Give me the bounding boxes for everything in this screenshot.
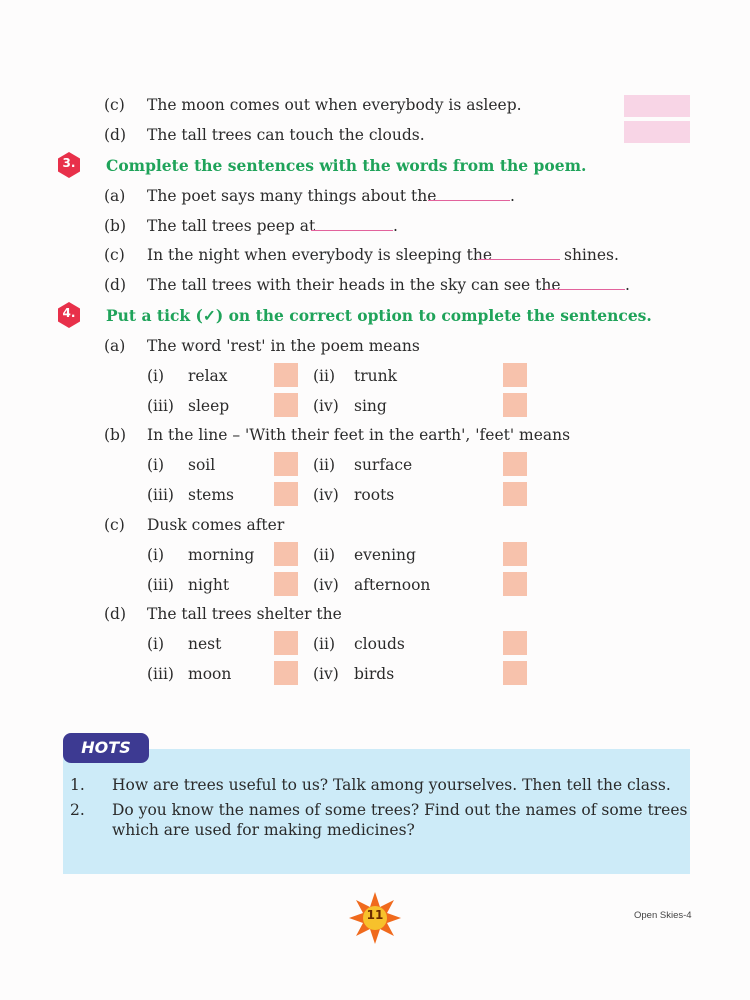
hots-item-text: How are trees useful to us? Talk among yourselves. Then tell the class.	[112, 776, 671, 794]
item-text: In the night when everybody is sleeping the	[147, 246, 492, 264]
fill-blank[interactable]	[545, 275, 625, 290]
item-text-after: shines.	[564, 246, 619, 264]
item-text-after: .	[393, 217, 398, 235]
option-text: soil	[188, 456, 216, 474]
item-text: The word 'rest' in the poem means	[147, 337, 420, 355]
item-text: Dusk comes after	[147, 516, 285, 534]
fill-blank[interactable]	[311, 216, 393, 231]
item-text-after: .	[625, 276, 630, 294]
option-text: clouds	[354, 635, 405, 653]
hots-title: HOTS	[63, 733, 149, 763]
option-label: (i)	[147, 456, 165, 474]
question-number: 4.	[62, 306, 76, 320]
option-label: (iii)	[147, 665, 174, 683]
option-label: (iii)	[147, 486, 174, 504]
option-label: (ii)	[313, 635, 336, 653]
item-text-after: .	[510, 187, 515, 205]
option-label: (iv)	[313, 486, 339, 504]
option-text: night	[188, 576, 230, 594]
option-text: moon	[188, 665, 232, 683]
item-text: The moon comes out when everybody is asleep.	[147, 96, 522, 114]
item-label: (d)	[104, 276, 127, 294]
hots-item-text-cont: which are used for making medicines?	[112, 821, 415, 839]
item-label: (a)	[104, 337, 126, 355]
option-text: morning	[188, 546, 255, 564]
option-text: sing	[354, 397, 387, 415]
option-text: nest	[188, 635, 222, 653]
tick-box[interactable]	[503, 631, 527, 655]
option-label: (i)	[147, 367, 165, 385]
item-text: In the line – 'With their feet in the earth', 'feet' means	[147, 426, 571, 444]
item-text: The tall trees with their heads in the sky can see the	[147, 276, 561, 294]
tick-box[interactable]	[274, 661, 298, 685]
option-text: stems	[188, 486, 235, 504]
tick-box[interactable]	[503, 452, 527, 476]
answer-box[interactable]	[624, 95, 690, 117]
tick-box[interactable]	[503, 482, 527, 506]
option-label: (ii)	[313, 456, 336, 474]
question-number-badge	[56, 152, 82, 178]
tick-box[interactable]	[503, 363, 527, 387]
item-text: The tall trees peep at	[147, 217, 316, 235]
tick-box[interactable]	[503, 542, 527, 566]
option-label: (iv)	[313, 665, 339, 683]
option-label: (ii)	[313, 367, 336, 385]
tick-box[interactable]	[274, 452, 298, 476]
tick-box[interactable]	[503, 572, 527, 596]
option-label: (iv)	[313, 576, 339, 594]
option-label: (ii)	[313, 546, 336, 564]
item-text: The poet says many things about the	[147, 187, 437, 205]
option-text: relax	[188, 367, 228, 385]
question-heading: Put a tick (✓) on the correct option to complete the sentences.	[106, 306, 652, 325]
question-number-badge	[56, 302, 82, 328]
tick-box[interactable]	[274, 482, 298, 506]
item-text: The tall trees shelter the	[147, 605, 342, 623]
item-label: (c)	[104, 96, 125, 114]
tick-box[interactable]	[274, 572, 298, 596]
tick-box[interactable]	[274, 631, 298, 655]
page-number: 11	[366, 908, 384, 922]
fill-blank[interactable]	[478, 245, 560, 260]
footer-book-title: Open Skies-4	[634, 910, 692, 921]
item-label: (d)	[104, 126, 127, 144]
item-text: The tall trees can touch the clouds.	[147, 126, 425, 144]
tick-box[interactable]	[274, 363, 298, 387]
hots-item-text: Do you know the names of some trees? Find out the names of some trees	[112, 801, 688, 819]
hots-item-number: 1.	[70, 776, 85, 794]
option-text: afternoon	[354, 576, 431, 594]
option-text: trunk	[354, 367, 397, 385]
tick-box[interactable]	[503, 661, 527, 685]
question-number: 3.	[62, 156, 76, 170]
option-text: roots	[354, 486, 395, 504]
item-label: (b)	[104, 217, 127, 235]
option-label: (i)	[147, 546, 165, 564]
option-text: birds	[354, 665, 395, 683]
hots-item-number: 2.	[70, 801, 85, 819]
option-text: surface	[354, 456, 413, 474]
tick-box[interactable]	[274, 542, 298, 566]
option-label: (iv)	[313, 397, 339, 415]
item-label: (c)	[104, 246, 125, 264]
page-number-badge	[349, 892, 401, 944]
fill-blank[interactable]	[428, 186, 510, 201]
option-text: evening	[354, 546, 416, 564]
option-label: (i)	[147, 635, 165, 653]
item-label: (a)	[104, 187, 126, 205]
answer-box[interactable]	[624, 121, 690, 143]
tick-box[interactable]	[503, 393, 527, 417]
tick-box[interactable]	[274, 393, 298, 417]
option-label: (iii)	[147, 397, 174, 415]
item-label: (c)	[104, 516, 125, 534]
question-heading: Complete the sentences with the words from the poem.	[106, 156, 587, 175]
option-text: sleep	[188, 397, 230, 415]
item-label: (d)	[104, 605, 127, 623]
item-label: (b)	[104, 426, 127, 444]
option-label: (iii)	[147, 576, 174, 594]
